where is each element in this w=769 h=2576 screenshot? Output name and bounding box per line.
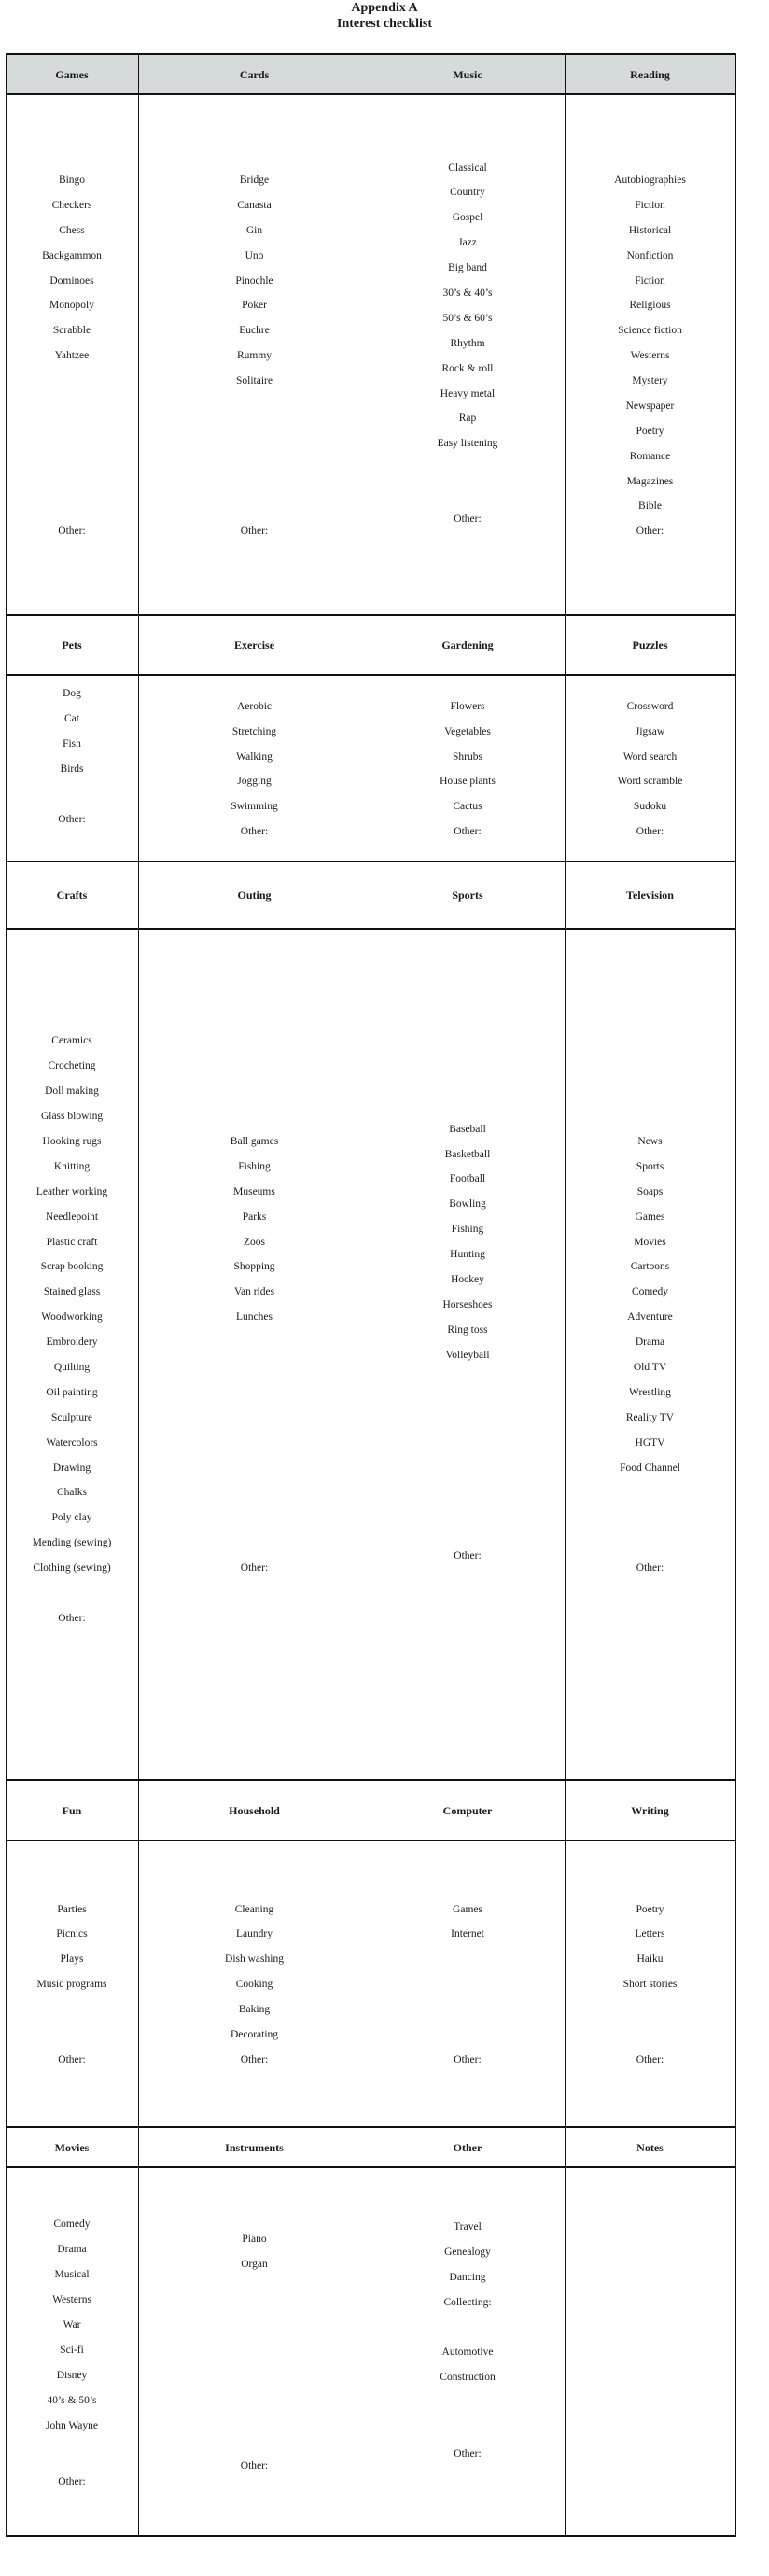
checklist-item: Westerns — [630, 350, 670, 361]
column-header-sports: Sports — [452, 889, 483, 902]
checklist-item: Plastic craft — [46, 1237, 98, 1248]
column-header-crafts: Crafts — [56, 889, 88, 902]
checklist-item: Crocheting — [48, 1060, 96, 1071]
checklist-item: Dancing — [449, 2272, 486, 2283]
checklist-item: Disney — [56, 2370, 88, 2381]
column-header-fun: Fun — [62, 1803, 82, 1817]
checklist-item: Piano — [242, 2233, 267, 2245]
checklist-item: Sculpture — [50, 1412, 93, 1423]
checklist-item: Country — [450, 187, 485, 198]
checklist-item: Poker — [242, 300, 267, 311]
column-header-computer: Computer — [442, 1803, 493, 1817]
checklist-item: Decorating — [230, 2029, 279, 2040]
checklist-item: Scrabble — [52, 325, 91, 336]
other-write-in-label: Other: — [58, 1613, 86, 1624]
checklist-item: Magazines — [626, 476, 674, 487]
checklist-item: Big band — [448, 262, 487, 273]
other-write-in-label: Other: — [636, 2054, 664, 2065]
checklist-item: Reality TV — [625, 1412, 675, 1423]
checklist-item: Ring toss — [447, 1324, 488, 1336]
checklist-item: Rock & roll — [441, 363, 494, 374]
checklist-item: Rummy — [236, 350, 273, 361]
checklist-item: Gin — [245, 225, 263, 236]
checklist-item: Wrestling — [629, 1387, 671, 1398]
checklist-item: Word scramble — [617, 776, 683, 787]
checklist-item: Hockey — [451, 1274, 484, 1285]
checklist-item: Euchre — [239, 325, 270, 336]
checklist-item: Canasta — [237, 200, 272, 211]
other-write-in-label: Other: — [636, 525, 664, 537]
checklist-item: Aerobic — [236, 701, 273, 712]
checklist-item: Bible — [638, 500, 662, 511]
checklist-item: Cleaning — [234, 1904, 274, 1915]
other-write-in-label: Other: — [454, 1550, 482, 1561]
checklist-item: Parties — [57, 1904, 87, 1915]
other-write-in-label: Other: — [454, 513, 482, 525]
column-header-gardening: Gardening — [441, 638, 494, 651]
other-write-in-label: Other: — [454, 2054, 482, 2065]
checklist-item: Shopping — [233, 1261, 275, 1272]
column-header-reading: Reading — [630, 67, 670, 81]
checklist-item: Westerns — [52, 2294, 91, 2305]
checklist-item: John Wayne — [45, 2420, 99, 2431]
checklist-item: Rap — [458, 413, 477, 424]
checklist-item: Picnics — [56, 1928, 88, 1939]
checklist-item: War — [63, 2319, 81, 2331]
checklist-item: Music programs — [36, 1979, 107, 1990]
checklist-item: Haiku — [636, 1953, 664, 1965]
checklist-item: Bridge — [239, 175, 270, 186]
checklist-item: Drama — [57, 2244, 87, 2255]
other-write-in-label: Other: — [58, 525, 86, 537]
checklist-item: Mending (sewing) — [32, 1537, 112, 1548]
checklist-item: Soaps — [636, 1186, 664, 1197]
checklist-item: Baking — [238, 2004, 271, 2015]
interest-checklist-table — [6, 54, 735, 2536]
checklist-item: Musical — [54, 2269, 90, 2280]
checklist-item: Stained glass — [43, 1286, 101, 1297]
checklist-item: House plants — [440, 776, 496, 787]
checklist-item: Cartoons — [630, 1261, 670, 1272]
checklist-item: Hooking rugs — [42, 1136, 102, 1147]
checklist-item: Romance — [629, 451, 671, 462]
other-write-in-label: Other: — [58, 814, 86, 825]
checklist-item: Automotive — [441, 2346, 494, 2358]
checklist-item: Travel — [454, 2221, 482, 2233]
checklist-item: Fishing — [238, 1161, 271, 1172]
checklist-item: Ball games — [230, 1136, 279, 1147]
checklist-item: Easy listening — [437, 438, 498, 449]
checklist-item: Football — [449, 1173, 486, 1184]
checklist-item: Movies — [634, 1237, 666, 1248]
checklist-item: Checkers — [51, 200, 92, 211]
document-title-checklist: Interest checklist — [337, 17, 432, 31]
checklist-item: Flowers — [450, 701, 485, 712]
checklist-item: Bowling — [449, 1198, 486, 1210]
checklist-item: Monopoly — [49, 300, 94, 311]
checklist-item: Hunting — [450, 1249, 485, 1260]
checklist-item: Glass blowing — [40, 1111, 104, 1122]
column-header-television: Television — [626, 889, 674, 902]
checklist-item: Classical — [448, 162, 487, 174]
checklist-item: Drawing — [52, 1463, 91, 1474]
checklist-item: Shrubs — [453, 751, 482, 763]
checklist-item: Volleyball — [445, 1350, 490, 1361]
checklist-item: Comedy — [632, 1286, 668, 1297]
checklist-item: Horseshoes — [442, 1299, 493, 1310]
column-header-writing: Writing — [631, 1803, 669, 1817]
checklist-item: Poly clay — [51, 1512, 92, 1523]
column-header-outing: Outing — [237, 889, 272, 902]
other-write-in-label: Other: — [240, 2460, 269, 2471]
column-header-exercise: Exercise — [233, 638, 275, 651]
checklist-item: Yahtzee — [54, 350, 90, 361]
checklist-item: Solitaire — [236, 375, 273, 386]
checklist-item: Organ — [241, 2259, 268, 2270]
checklist-item: Baseball — [449, 1124, 486, 1135]
checklist-item: Stretching — [231, 726, 277, 737]
checklist-item: Sci-fi — [60, 2345, 84, 2356]
column-divider — [565, 54, 566, 2536]
checklist-item: Games — [635, 1211, 665, 1223]
checklist-item: Zoos — [244, 1237, 265, 1248]
checklist-item: Clothing (sewing) — [33, 1562, 111, 1574]
checklist-item: Uno — [245, 250, 264, 261]
checklist-item: Gospel — [452, 212, 483, 223]
other-write-in-label: Other: — [454, 826, 482, 837]
checklist-item: 30’s & 40’s — [442, 287, 493, 299]
checklist-item: Poetry — [636, 426, 664, 437]
table-right-border — [735, 54, 736, 2536]
other-write-in-label: Other: — [636, 826, 664, 837]
checklist-item: Crossword — [626, 701, 674, 712]
checklist-item: Oil painting — [46, 1387, 98, 1398]
other-write-in-label: Other: — [240, 2054, 269, 2065]
checklist-item: Nonfiction — [626, 250, 674, 261]
checklist-item: Dish washing — [225, 1953, 284, 1965]
checklist-item: Poetry — [636, 1904, 664, 1915]
checklist-item: Basketball — [444, 1149, 491, 1160]
checklist-item: Short stories — [622, 1979, 678, 1990]
column-header-cards: Cards — [239, 67, 270, 81]
checklist-item: Games — [453, 1904, 482, 1915]
checklist-item: Drama — [635, 1337, 665, 1348]
checklist-item: Jazz — [458, 237, 477, 248]
checklist-item: Adventure — [627, 1311, 673, 1323]
checklist-item: News — [637, 1136, 663, 1147]
checklist-item: Mystery — [632, 375, 668, 386]
checklist-item: Jigsaw — [635, 726, 665, 737]
checklist-item: 40’s & 50’s — [47, 2395, 97, 2406]
column-header-other: Other — [453, 2140, 482, 2154]
column-header-music: Music — [453, 67, 482, 81]
column-header-instruments: Instruments — [225, 2140, 284, 2154]
checklist-item: Religious — [629, 300, 671, 311]
checklist-item: Parks — [242, 1211, 267, 1223]
checklist-item: Birds — [60, 763, 84, 775]
checklist-item: Knitting — [53, 1161, 91, 1172]
other-write-in-label: Other: — [240, 525, 269, 537]
other-write-in-label: Other: — [636, 1562, 664, 1574]
checklist-item: Rhythm — [450, 338, 485, 349]
checklist-item: Sudoku — [633, 801, 667, 812]
checklist-item: Walking — [236, 751, 273, 763]
checklist-item: Chess — [59, 225, 85, 236]
checklist-item: Quilting — [53, 1362, 91, 1373]
column-divider — [138, 54, 139, 2536]
checklist-item: Construction — [440, 2372, 496, 2383]
checklist-item: Embroidery — [46, 1337, 98, 1348]
document-title-appendix: Appendix A — [351, 1, 418, 15]
checklist-item: Leather working — [35, 1186, 108, 1197]
column-header-notes: Notes — [636, 2140, 664, 2154]
checklist-item: Newspaper — [625, 400, 675, 412]
column-header-movies: Movies — [54, 2140, 90, 2154]
checklist-item: Fiction — [635, 275, 665, 287]
checklist-item: HGTV — [635, 1437, 665, 1449]
checklist-item: Ceramics — [51, 1035, 92, 1046]
checklist-item: Autobiographies — [614, 175, 686, 186]
checklist-item: Jogging — [237, 776, 272, 787]
checklist-item: Old TV — [633, 1362, 667, 1373]
checklist-item: Food Channel — [620, 1463, 680, 1474]
checklist-item: Fiction — [635, 200, 665, 211]
other-write-in-label: Other: — [58, 2054, 86, 2065]
checklist-item: Historical — [628, 225, 672, 236]
column-header-puzzles: Puzzles — [632, 638, 668, 651]
checklist-item: Woodworking — [41, 1311, 103, 1323]
column-header-pets: Pets — [62, 638, 82, 651]
checklist-item: Bingo — [58, 175, 86, 186]
checklist-item: Chalks — [57, 1487, 87, 1498]
checklist-item: Sports — [636, 1161, 664, 1172]
checklist-item: Watercolors — [46, 1437, 98, 1449]
checklist-item: Museums — [233, 1186, 275, 1197]
checklist-item: Cactus — [453, 801, 482, 812]
checklist-item: Comedy — [53, 2219, 91, 2230]
column-header-household: Household — [229, 1803, 280, 1817]
checklist-item: Heavy metal — [440, 388, 496, 399]
checklist-item: Dominoes — [49, 275, 94, 287]
checklist-item: Van rides — [233, 1286, 275, 1297]
checklist-item: Internet — [451, 1928, 484, 1939]
other-write-in-label: Other: — [454, 2448, 482, 2459]
checklist-item: Pinochle — [235, 275, 273, 287]
checklist-item: Vegetables — [444, 726, 491, 737]
other-write-in-label: Other: — [240, 826, 269, 837]
checklist-item: Word search — [622, 751, 678, 763]
checklist-item: Doll making — [45, 1085, 99, 1097]
checklist-item: Science fiction — [618, 325, 682, 336]
table-left-border — [6, 54, 7, 2536]
checklist-item: Dog — [63, 688, 81, 699]
checklist-item: Needlepoint — [45, 1211, 99, 1223]
checklist-item: Cat — [64, 713, 79, 724]
other-write-in-label: Other: — [240, 1562, 269, 1574]
checklist-item: Cooking — [235, 1979, 273, 1990]
checklist-item: Fish — [63, 738, 81, 749]
column-header-games: Games — [55, 67, 89, 81]
checklist-item: 50’s & 60’s — [442, 313, 493, 324]
other-write-in-label: Other: — [58, 2476, 86, 2487]
checklist-item: Fishing — [451, 1224, 484, 1235]
checklist-item: Plays — [60, 1953, 84, 1965]
checklist-item: Collecting: — [443, 2297, 492, 2308]
checklist-item: Backgammon — [42, 250, 102, 261]
checklist-item: Swimming — [231, 801, 278, 812]
checklist-item: Genealogy — [444, 2247, 491, 2258]
checklist-item: Letters — [635, 1928, 665, 1939]
checklist-item: Laundry — [236, 1928, 273, 1939]
checklist-item: Lunches — [236, 1311, 273, 1323]
checklist-item: Scrap booking — [40, 1261, 104, 1272]
